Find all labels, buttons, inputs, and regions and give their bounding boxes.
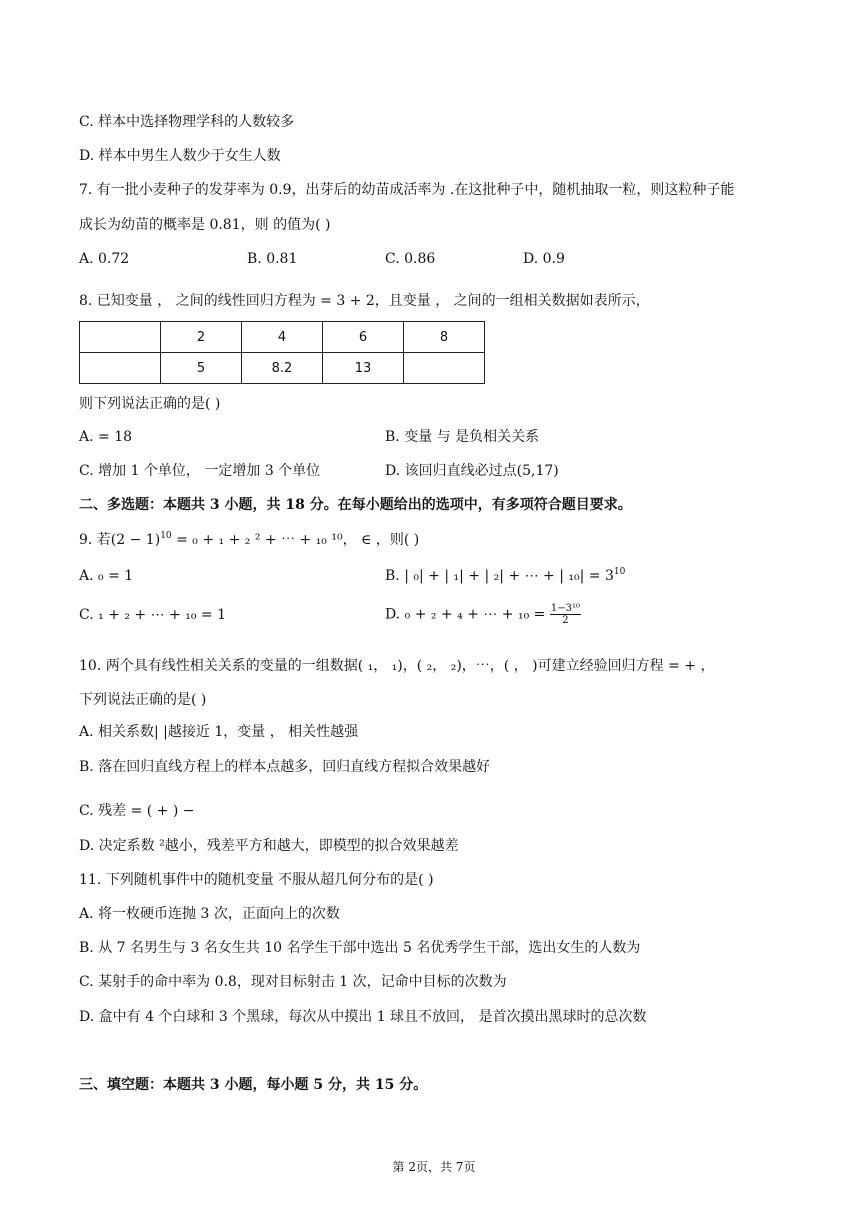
table-cell: 4 <box>242 322 323 353</box>
q11-option-d: D. 盒中有 4 个白球和 3 个黑球，每次从中摸出 1 球且不放回， 是首次摸出黑球时的总次数 <box>79 1009 647 1025</box>
table-cell: 6 <box>323 322 404 353</box>
section-heading-fill-in: 三、填空题：本题共 3 小题，每小题 5 分，共 15 分。 <box>79 1077 428 1093</box>
q10-option-d: D. 决定系数 ²越小，残差平方和越大，即模型的拟合效果越差 <box>79 838 459 854</box>
table-cell: 13 <box>323 353 404 384</box>
q10-option-a: A. 相关系数| |越接近 1，变量 ， 相关性越强 <box>79 724 359 740</box>
q8-option-c: C. 增加 1 个单位， 一定增加 3 个单位 <box>79 463 321 479</box>
q7-option-b: B. 0.81 <box>247 251 298 267</box>
q6-option-d: D. 样本中男生人数少于女生人数 <box>79 148 281 164</box>
q11-stem: 11. 下列随机事件中的随机变量 不服从超几何分布的是( ) <box>79 872 434 888</box>
fraction-denominator: 2 <box>562 615 569 626</box>
q9-option-d-text: D. ₀ + ₂ + ₄ + ⋯ + ₁₀ = <box>385 606 546 623</box>
table-cell: 5 <box>161 353 242 384</box>
q10-option-b: B. 落在回归直线方程上的样本点越多，回归直线方程拟合效果越好 <box>79 759 491 775</box>
q10-option-c: C. 残差 = ( + ) − <box>79 803 195 819</box>
section-heading-multiple-choice: 二、多选题：本题共 3 小题，共 18 分。在每小题给出的选项中，有多项符合题目要求。 <box>79 497 632 513</box>
table-cell: 8.2 <box>242 353 323 384</box>
q8-option-d: D. 该回归直线必过点(5,17) <box>385 463 559 479</box>
table-cell <box>80 322 161 353</box>
q9-option-b <box>385 566 625 588</box>
q9-stem <box>79 530 419 552</box>
q9-option-c: C. ₁ + ₂ + ⋯ + ₁₀ = 1 <box>79 607 226 623</box>
q9-option-b-text: B. | ₀| + | ₁| + | ₂| + ⋯ + | ₁₀| = 3 <box>385 568 614 584</box>
q8-stem: 8. 已知变量 ， 之间的线性回归方程为 = 3 + 2，且变量 ， 之间的一组相关数据如表所示， <box>79 293 650 309</box>
fraction-numerator: 1−3¹⁰ <box>550 603 580 614</box>
table-cell: 8 <box>404 322 485 353</box>
q9-stem-post: = ₀ + ₁ + ₂ ² + ⋯ + ₁₀ ¹⁰， ∈ ，则( ) <box>171 532 420 548</box>
page-footer: 第 2页，共 7页 <box>392 1160 476 1174</box>
q11-option-b: B. 从 7 名男生与 3 名女生共 10 名学生干部中选出 5 名优秀学生干部，选出女生的人数为 <box>79 940 641 956</box>
q7-option-d: D. 0.9 <box>523 251 565 267</box>
q8-ask: 则下列说法正确的是( ) <box>79 396 221 412</box>
q9-option-d <box>385 603 581 626</box>
table-cell <box>80 353 161 384</box>
q8-option-b: B. 变量 与 是负相关关系 <box>385 429 540 445</box>
q9-option-a: A. ₀ = 1 <box>79 568 134 584</box>
table-cell <box>404 353 485 384</box>
q8-data-table <box>79 321 485 384</box>
q11-option-c: C. 某射手的命中率为 0.8，现对目标射击 1 次，记命中目标的次数为 <box>79 974 507 990</box>
q9-option-b-exponent: 10 <box>613 567 626 577</box>
q9-stem-pre: 9. 若(2 − 1) <box>79 532 161 548</box>
q11-option-a: A. 将一枚硬币连抛 3 次，正面向上的次数 <box>79 906 340 922</box>
q7-stem-line2: 成长为幼苗的概率是 0.81，则 的值为( ) <box>79 217 331 233</box>
q6-option-c: C. 样本中选择物理学科的人数较多 <box>79 114 295 130</box>
q9-stem-exponent: 10 <box>160 531 172 541</box>
table-row <box>80 353 485 384</box>
q7-option-a: A. 0.72 <box>79 251 130 267</box>
q9-option-d-fraction <box>550 603 581 626</box>
q10-stem-line2: 下列说法正确的是( ) <box>79 692 207 708</box>
q10-stem-line1: 10. 两个具有线性相关关系的变量的一组数据( ₁， ₁)，( ₂， ₂)，⋯，( ， )可建立经验回归方程 = + ， <box>79 658 715 674</box>
q7-option-c: C. 0.86 <box>385 251 436 267</box>
table-cell: 2 <box>161 322 242 353</box>
q8-option-a: A. = 18 <box>79 429 133 445</box>
table-row <box>80 322 485 353</box>
q7-stem-line1: 7. 有一批小麦种子的发芽率为 0.9，出芽后的幼苗成活率为 .在这批种子中，随机抽取一粒，则这粒种子能 <box>79 182 735 198</box>
